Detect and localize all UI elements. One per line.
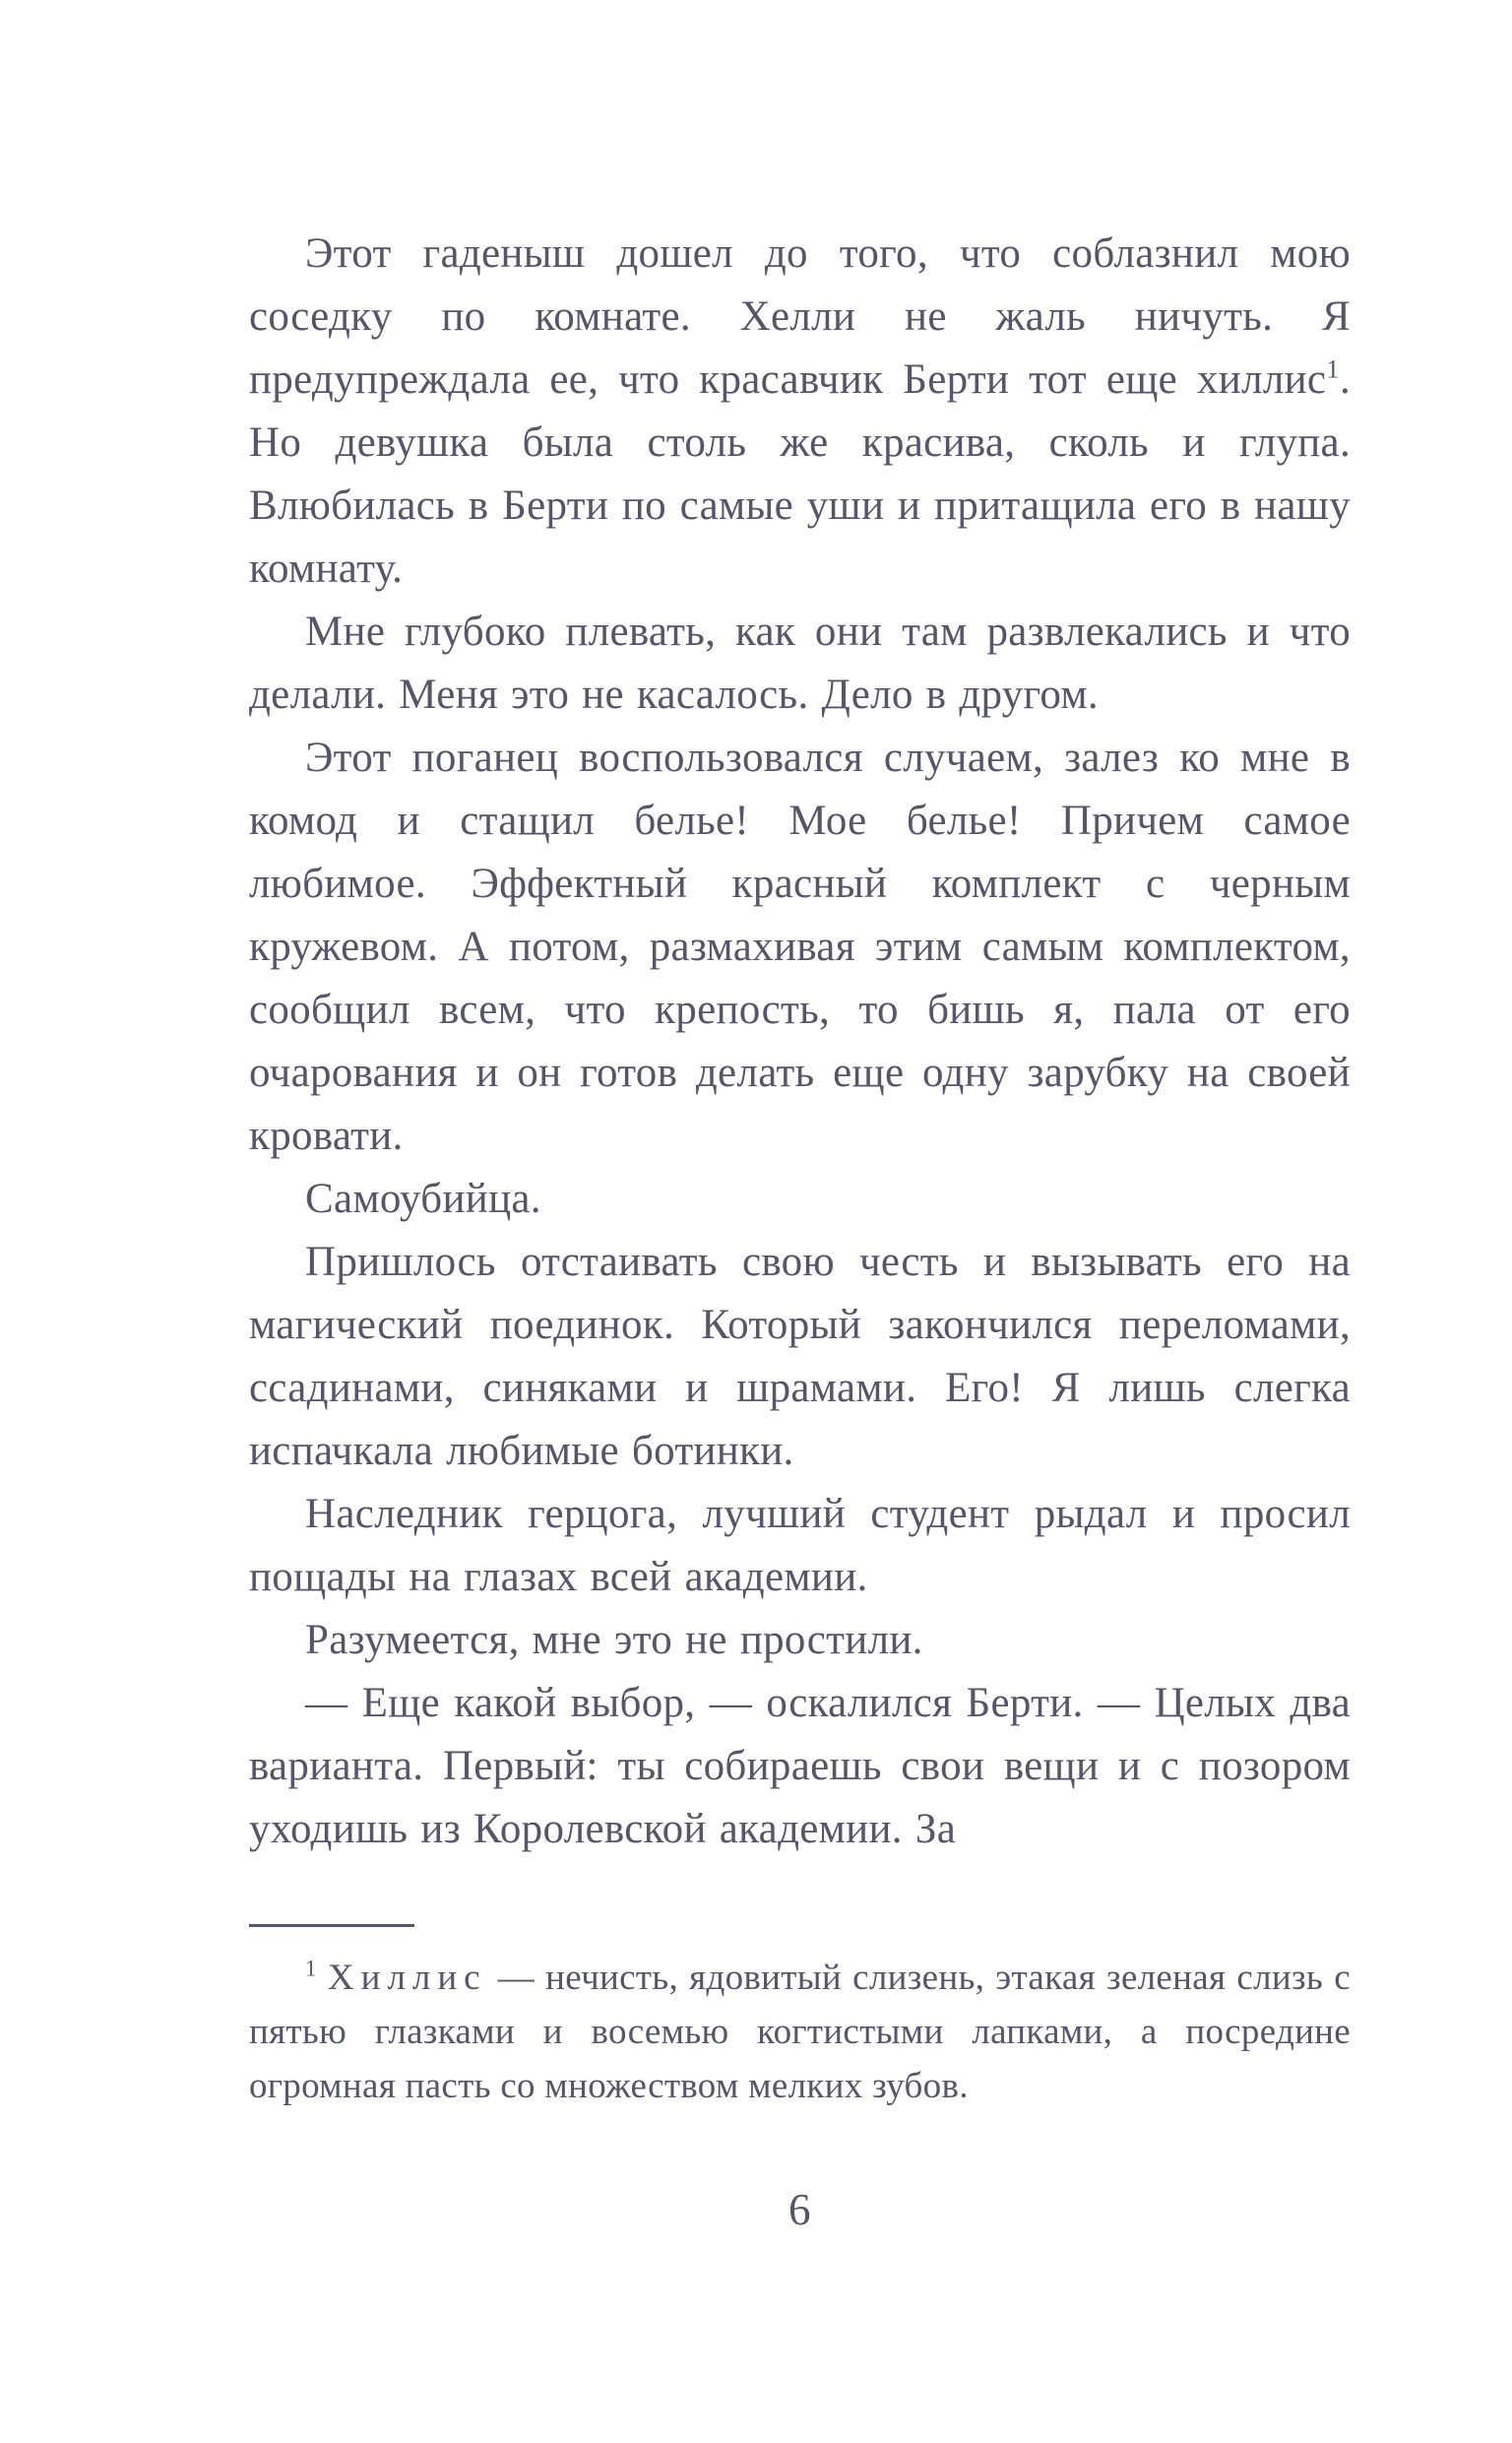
paragraph: Наследник герцога, лучший студент рыдал и просил пощады на глазах всей академии. bbox=[249, 1491, 1351, 1600]
paragraph: Этот поганец воспользовался случаем, залез ко мне в комод и стащил белье! Мое белье! Причем самое любимое. Эффектный красный комплект с черным кружевом. А потом, размахивая этим самым комплектом, сообщил всем, что крепость, то бишь я, пала от его очарования и он готов делать еще одну зарубку на своей кровати. bbox=[249, 735, 1351, 1159]
paragraph bbox=[249, 223, 1351, 601]
page-number: 6 bbox=[788, 2185, 811, 2234]
page-footer bbox=[249, 1924, 1351, 2235]
footnote bbox=[249, 1951, 1351, 2113]
footnote-definition: — нечисть, ядовитый слизень, этакая зеленая слизь с пятью глазками и восемью когтистыми лапками, а посредине огромная пасть со множеством мелких зубов. bbox=[249, 1958, 1351, 2106]
paragraph: Пришлось отстаивать свою честь и вызывать его на магический поединок. Который закончился переломами, ссадинами, синяками и шрамами. Его! Я лишь слегка испачкала любимые ботинки. bbox=[249, 1239, 1351, 1474]
page-text-block bbox=[249, 223, 1351, 1861]
paragraph: Самоубийца. bbox=[305, 1176, 541, 1222]
paragraph: Мне глубоко плевать, как они там развлекались и что делали. Меня это не касалось. Дело в другом. bbox=[249, 609, 1351, 718]
footnote-divider bbox=[249, 1924, 414, 1927]
paragraph: — Еще какой выбор, — оскалился Берти. — Целых два варианта. Первый: ты собираешь свои вещи и с позором уходишь из Королевской академии. За bbox=[249, 1680, 1351, 1852]
footnote-marker: 1 bbox=[305, 1956, 317, 1981]
paragraph: Разумеется, мне это не простили. bbox=[305, 1617, 923, 1663]
paragraph-text: . Но девушка была столь же красива, сколь и глупа. Влюбилась в Берти по самые уши и притащила его в нашу комнату. bbox=[249, 356, 1351, 592]
footnote-term: Хиллис bbox=[327, 1958, 487, 1998]
footnote-reference: 1 bbox=[1326, 354, 1340, 384]
paragraph-text: Этот гаденыш дошел до того, что соблазнил мою соседку по комнате. Хелли не жаль ничуть. Я предупреждала ее, что красавчик Берти тот еще хиллис bbox=[249, 230, 1351, 403]
